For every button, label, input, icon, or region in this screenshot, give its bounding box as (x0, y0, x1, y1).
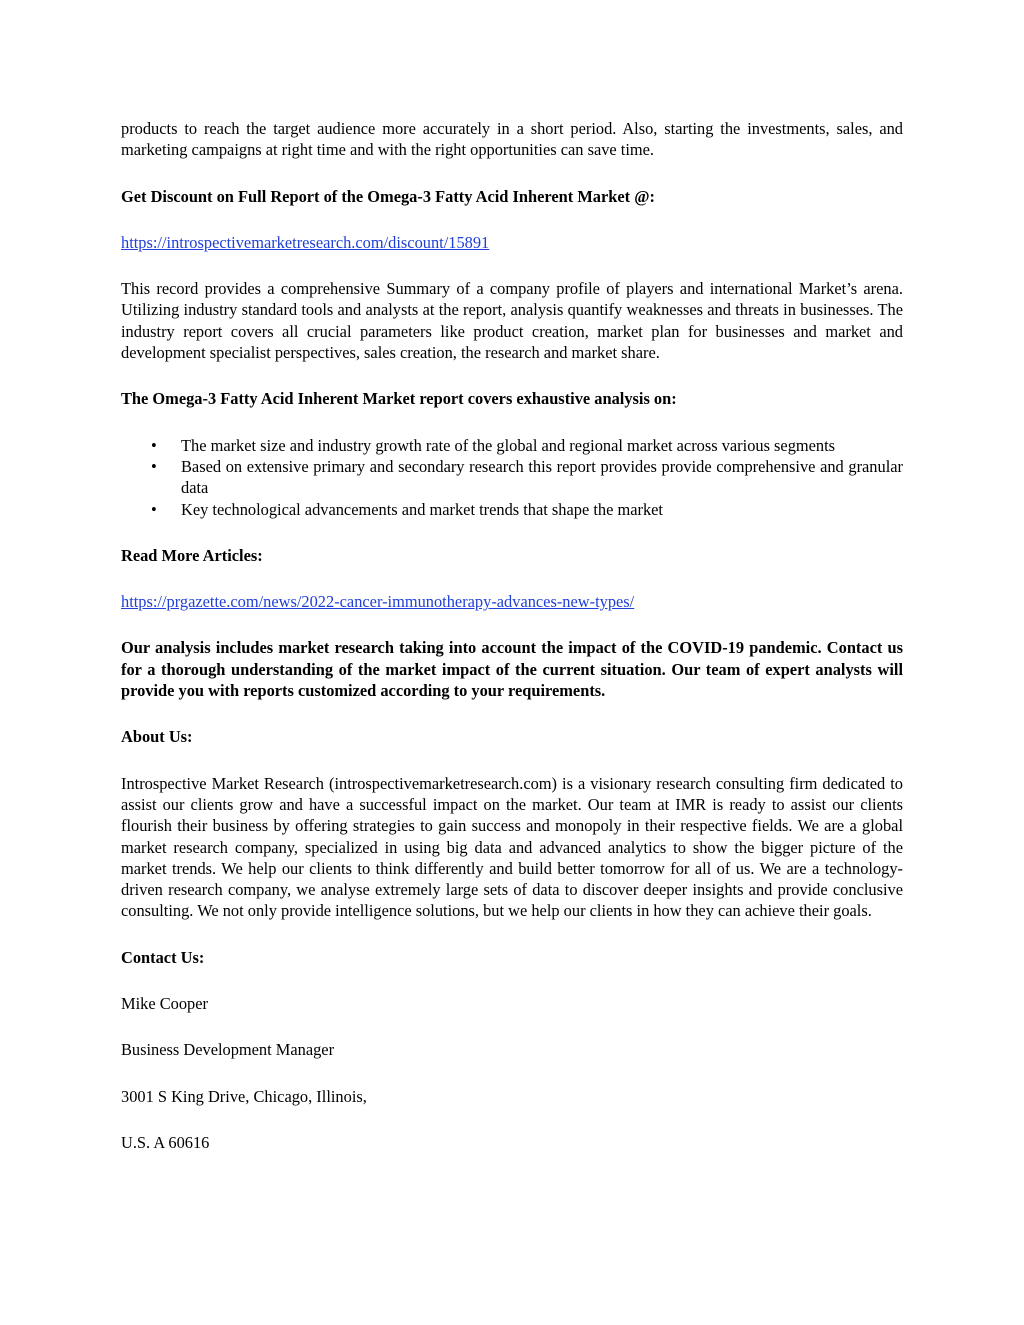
list-item (121, 456, 903, 499)
summary-paragraph: This record provides a comprehensive Summary of a company profile of players and international Market’s arena. Utilizing industry standard tools and analysts at the report, analysis quantify weaknesses and threats in businesses. The industry report covers all crucial parameters like product creation, market plan for businesses and market and development specialist perspectives, sales creation, the research and market share. (121, 279, 903, 363)
bullet-icon: • (151, 499, 157, 519)
contact-heading: Contact Us: (121, 947, 205, 967)
list-item (121, 499, 903, 520)
intro-paragraph: products to reach the target audience more accurately in a short period. Also, starting the investments, sales, and marketing campaigns at right time and with the right opportunities can save time. (121, 119, 903, 160)
contact-zip: U.S. A 60616 (121, 1132, 210, 1152)
bullet-text: Based on extensive primary and secondary research this report provides provide comprehensive and granular data (181, 456, 903, 498)
articles-link[interactable]: https://prgazette.com/news/2022-cancer-immunotherapy-advances-new-types/ (121, 592, 635, 612)
bullet-text: The market size and industry growth rate of the global and regional market across various segments (181, 435, 836, 455)
analysis-bullet-list (121, 435, 903, 520)
contact-title: Business Development Manager (121, 1040, 335, 1060)
articles-link-row (121, 591, 903, 612)
contact-name: Mike Cooper (121, 994, 208, 1014)
discount-link-row (121, 232, 903, 253)
document-page (121, 118, 903, 1178)
about-paragraph: Introspective Market Research (introspectivemarketresearch.com) is a visionary research consulting firm dedicated to assist our clients grow and have a successful impact on the market. Our team at IMR is ready to assist our clients flourish their business by offering strategies to gain success and monopoly in their respective fields. We are a global market research company, specialized in using big data and advanced analytics to show the bigger picture of the market trends. We help our clients to think differently and build better tomorrow for all of us. We are a technology-driven research company, we analyse extremely large sets of data to discover deeper insights and provide conclusive consulting. We not only provide intelligence solutions, but we help our clients in how they can achieve their goals. (121, 773, 903, 921)
about-heading: About Us: (121, 727, 193, 747)
bullet-icon: • (151, 456, 157, 476)
contact-address: 3001 S King Drive, Chicago, Illinois, (121, 1086, 367, 1106)
discount-heading: Get Discount on Full Report of the Omega-3 Fatty Acid Inherent Market @: (121, 186, 655, 206)
analysis-heading: The Omega-3 Fatty Acid Inherent Market report covers exhaustive analysis on: (121, 389, 677, 409)
bullet-text: Key technological advancements and market trends that shape the market (181, 499, 663, 519)
list-item (121, 435, 903, 456)
covid-paragraph: Our analysis includes market research taking into account the impact of the COVID-19 pandemic. Contact us for a thorough understanding of the market impact of the current situation. Our team of expert analysts will provide you with reports customized according to your requirements. (121, 638, 903, 701)
discount-link[interactable]: https://introspectivemarketresearch.com/discount/15891 (121, 232, 490, 252)
articles-heading: Read More Articles: (121, 545, 263, 565)
bullet-icon: • (151, 435, 157, 455)
